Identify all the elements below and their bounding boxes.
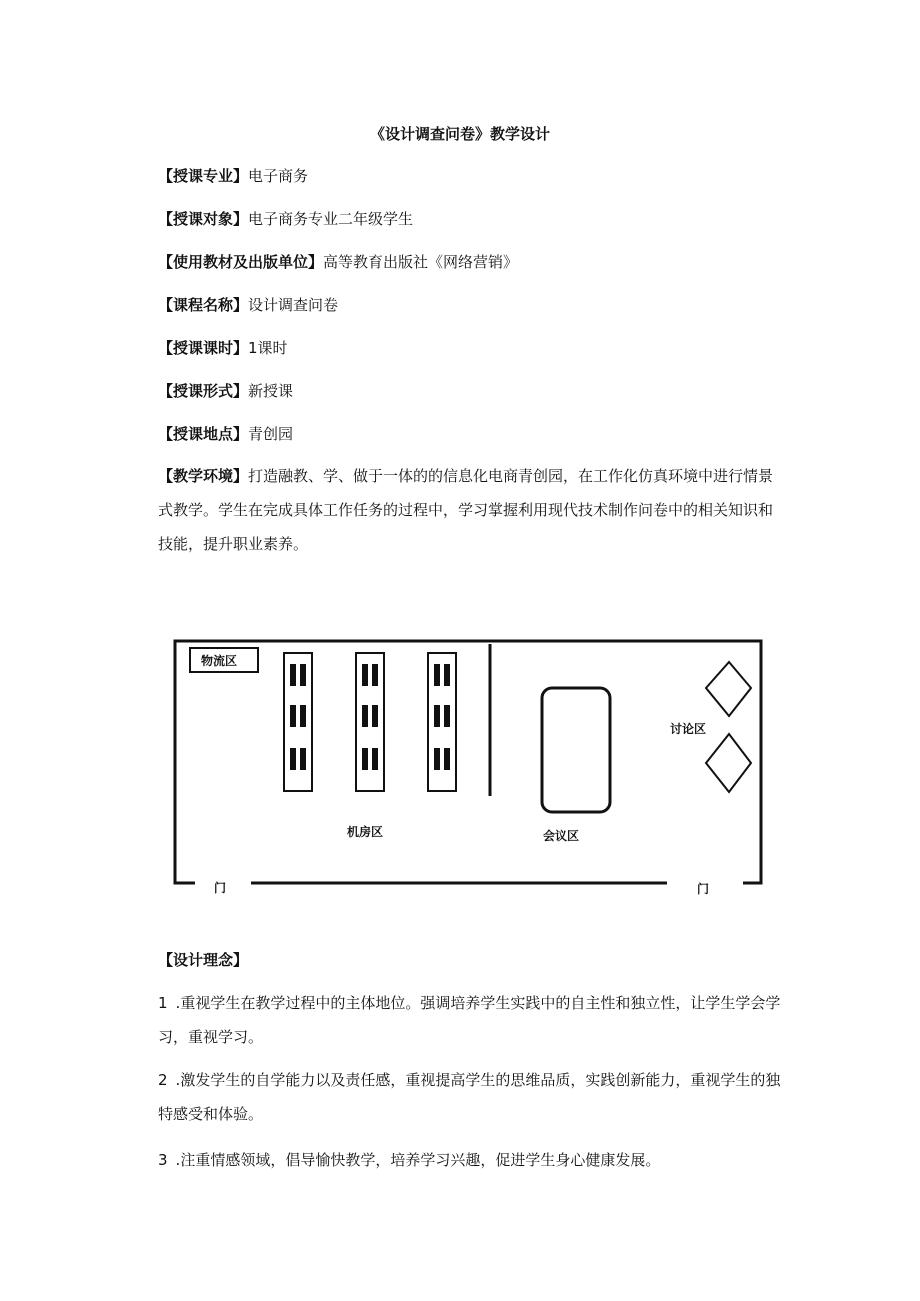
field-major bbox=[158, 166, 308, 186]
field-value: 电子商务 bbox=[248, 167, 309, 185]
discussion-table bbox=[706, 662, 751, 716]
field-value: 高等教育出版社《网络营销》 bbox=[323, 253, 519, 271]
field-label: 【授课形式】 bbox=[158, 382, 249, 400]
field-label: 【授课地点】 bbox=[158, 425, 249, 443]
field-value: 新授课 bbox=[248, 382, 294, 400]
field-label: 【使用教材及出版单位】 bbox=[158, 253, 324, 271]
item-text: .重视学生在教学过程中的主体地位。强调培养学生实践中的自主性和独立性，让学生学会学习，重视学习。 bbox=[158, 994, 781, 1046]
classroom-floorplan bbox=[165, 630, 770, 900]
philosophy-heading-text: 【设计理念】 bbox=[158, 951, 249, 969]
field-location bbox=[158, 424, 293, 444]
item-text: .激发学生的自学能力以及责任感，重视提高学生的思维品质，实践创新能力，重视学生的独特感受和体验。 bbox=[158, 1071, 781, 1123]
field-value: 设计调查问卷 bbox=[248, 296, 339, 314]
field-course-name bbox=[158, 295, 338, 315]
computer-desk bbox=[284, 653, 312, 791]
field-textbook bbox=[158, 252, 518, 272]
floorplan-wall bbox=[175, 641, 761, 883]
field-label: 【授课专业】 bbox=[158, 167, 249, 185]
teaching-environment bbox=[158, 459, 786, 561]
field-audience bbox=[158, 209, 413, 229]
logistics-label: 物流区 bbox=[201, 654, 238, 668]
door-right-label: 门 bbox=[697, 882, 710, 896]
computer-room-label: 机房区 bbox=[347, 825, 384, 839]
meeting-table bbox=[542, 688, 610, 812]
discussion-area-label: 讨论区 bbox=[670, 722, 707, 736]
item-number: 2 bbox=[158, 1071, 168, 1089]
door-left-label: 门 bbox=[214, 881, 227, 895]
field-label: 【授课课时】 bbox=[158, 339, 249, 357]
field-format bbox=[158, 381, 293, 401]
philosophy-item bbox=[158, 1143, 786, 1177]
field-label: 【课程名称】 bbox=[158, 296, 249, 314]
philosophy-item bbox=[158, 986, 786, 1054]
environment-label: 【教学环境】 bbox=[158, 467, 249, 485]
item-text: .注重情感领域，倡导愉快教学，培养学习兴趣，促进学生身心健康发展。 bbox=[175, 1151, 661, 1169]
philosophy-item bbox=[158, 1063, 786, 1131]
computer-desk bbox=[428, 653, 456, 791]
field-value: 青创园 bbox=[248, 425, 294, 443]
environment-text: 打造融教、学、做于一体的的信息化电商青创园，在工作化仿真环境中进行情景式教学。学生在完成具体工作任务的过程中，学习掌握利用现代技术制作问卷中的相关知识和技能，提升职业素养。 bbox=[158, 467, 774, 553]
meeting-area-label: 会议区 bbox=[543, 829, 580, 843]
document-title: 《设计调查问卷》教学设计 bbox=[369, 125, 550, 143]
philosophy-heading bbox=[158, 950, 248, 970]
item-number: 3 bbox=[158, 1151, 168, 1169]
field-value: 1课时 bbox=[248, 339, 288, 357]
item-number: 1 bbox=[158, 994, 168, 1012]
discussion-table bbox=[706, 734, 751, 792]
computer-desk bbox=[356, 653, 384, 791]
field-hours bbox=[158, 338, 288, 358]
field-value: 电子商务专业二年级学生 bbox=[248, 210, 414, 228]
field-label: 【授课对象】 bbox=[158, 210, 249, 228]
